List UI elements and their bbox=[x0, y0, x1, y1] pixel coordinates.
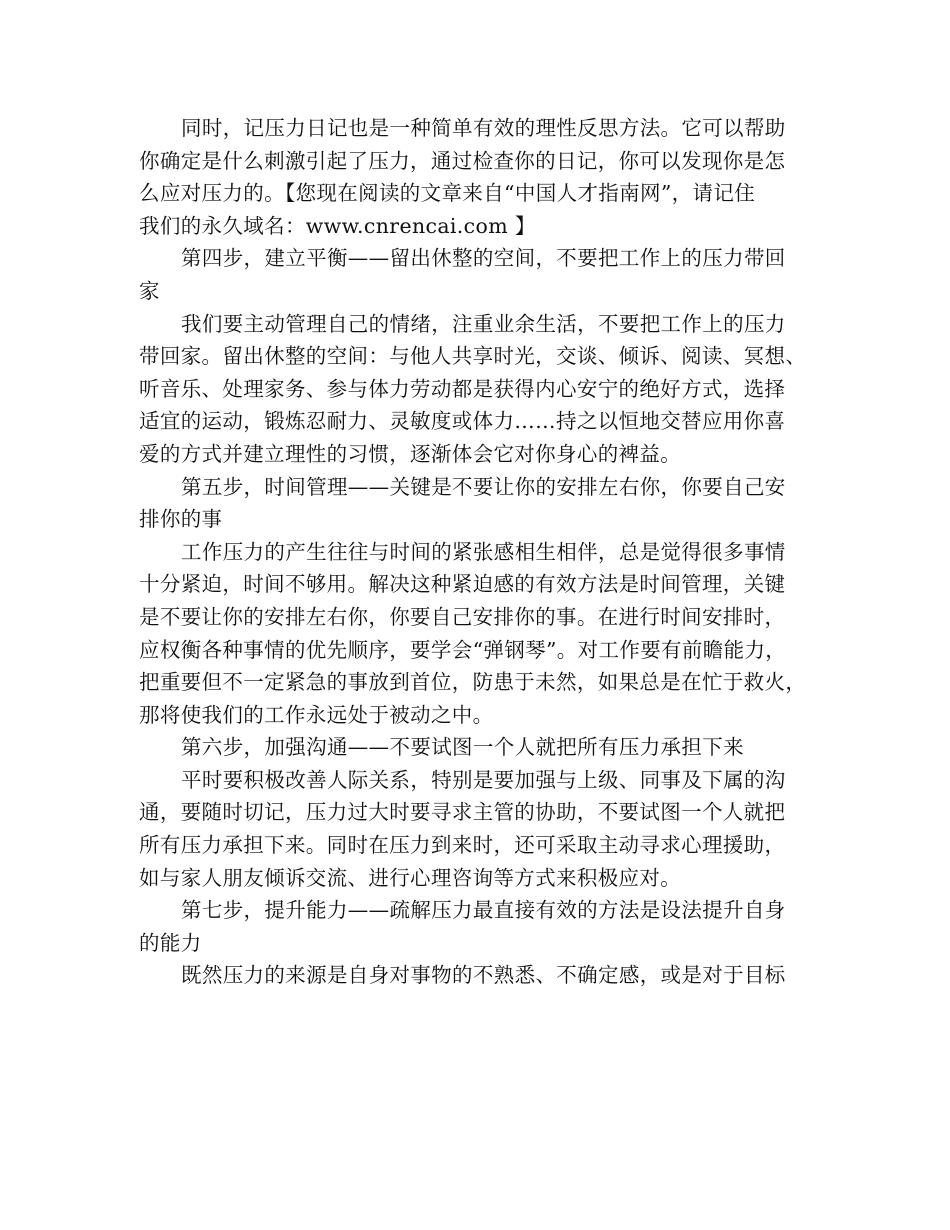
document-body bbox=[139, 112, 819, 992]
paragraph-stress-diary: 同时，记压力日记也是一种简单有效的理性反思方法。它可以帮助 你确定是什么刺激引起了压力，通过检查你的日记，你可以发现你是怎 么应对压力的。【您现在阅读的文章来自“中国人才指南网”，请记住 我们的永久域名：www.cnrencai.com 】 bbox=[139, 116, 786, 238]
paragraph-step-four: 我们要主动管理自己的情绪，注重业余生活，不要把工作上的压力 带回家。留出休整的空间：与他人共享时光，交谈、倾诉、阅读、冥想、 听音乐、处理家务、参与体力劳动都是获得内心安宁的绝好方式，选择 适宜的运动，锻炼忍耐力、灵敏度或体力……持之以恒地交替应用你喜 爱的方式并建立理性的习惯，逐渐体会它对你身心的裨益。 bbox=[139, 311, 807, 466]
heading-step-seven: 第七步，提升能力——疏解压力最直接有效的方法是设法提升自身 的能力 bbox=[139, 898, 786, 955]
heading-step-four: 第四步，建立平衡——留出休整的空间，不要把工作上的压力带回 家 bbox=[139, 246, 786, 303]
heading-step-five: 第五步，时间管理——关键是不要让你的安排左右你，你要自己安 排你的事 bbox=[139, 474, 786, 532]
paragraph-step-six: 平时要积极改善人际关系，特别是要加强与上级、同事及下属的沟 通，要随时切记，压力过大时要寻求主管的协助，不要试图一个人就把 所有压力承担下来。同时在压力到来时，还可采取主动寻求心理援助， 如与家人朋友倾诉交流、进行心理咨询等方式来积极应对。 bbox=[139, 767, 786, 890]
heading-step-six: 第六步，加强沟通——不要试图一个人就把所有压力承担下来 bbox=[181, 735, 744, 760]
paragraph-step-five: 工作压力的产生往往与时间的紧张感相生相伴，总是觉得很多事情 十分紧迫，时间不够用。解决这种紧迫感的有效方法是时间管理，关键 是不要让你的安排左右你，你要自己安排你的事。在进行时间安排时， 应权衡各种事情的优先顺序，要学会“弹钢琴”。对工作要有前瞻能力， 把重要但不一定紧急的事放到首位，防患于未然，如果总是在忙于救火， 那将使我们的工作永远处于被动之中。 bbox=[139, 539, 807, 727]
paragraph-step-seven: 既然压力的来源是自身对事物的不熟悉、不确定感，或是对于目标 bbox=[181, 963, 786, 988]
